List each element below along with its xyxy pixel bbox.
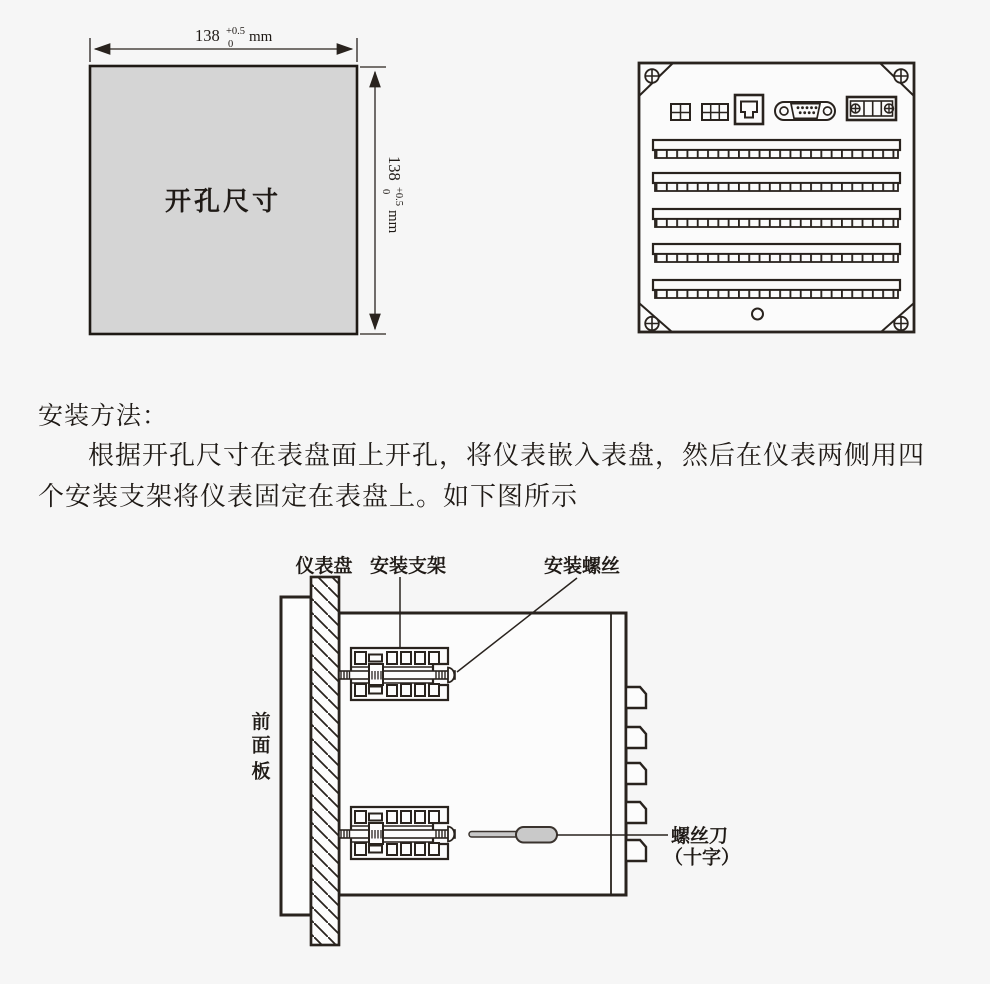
height-dim-value: 138	[385, 156, 404, 181]
svg-text:前: 前	[251, 712, 271, 733]
width-dim-tol-plus: +0.5	[226, 26, 246, 37]
terminal-strip	[653, 173, 900, 191]
height-dim-tol-minus: 0	[380, 189, 391, 195]
installation-figure	[230, 545, 970, 975]
height-dim-tol-plus: +0.5	[393, 187, 404, 207]
height-dimension-label	[380, 156, 404, 234]
instruction-line: 根据开孔尺寸在表盘面上开孔，将仪表嵌入表盘，然后在仪表两侧用四	[88, 441, 926, 470]
mounting-bracket-bottom	[339, 807, 455, 859]
instruction-line: 个安装支架将仪表固定在表盘上。如下图所示	[38, 482, 579, 511]
width-dim-value: 138	[195, 26, 220, 45]
terminal-strip	[653, 209, 900, 227]
cutout-figure	[20, 10, 420, 360]
terminal-strip	[653, 244, 900, 262]
label-front-panel	[251, 710, 270, 783]
terminal-strip	[653, 140, 900, 158]
rear-panel-figure	[635, 60, 935, 340]
mounting-bracket-top	[339, 648, 455, 700]
section-title: 安装方法：	[38, 403, 169, 430]
svg-text:板: 板	[251, 761, 271, 783]
width-dimension	[90, 38, 357, 62]
front-panel-plate	[281, 597, 311, 915]
terminal-strip	[653, 280, 900, 298]
height-dim-unit: mm	[385, 210, 401, 234]
svg-text:面: 面	[251, 735, 271, 757]
cutout-square-label: 开孔尺寸	[164, 187, 282, 216]
label-instrument-dial: 仪表盘	[295, 556, 353, 577]
mounting-hole	[752, 309, 763, 320]
label-mounting-screw: 安装螺丝	[543, 556, 621, 577]
label-screwdriver: 螺丝刀	[671, 826, 729, 847]
dial-wall-hatched	[311, 577, 339, 945]
width-dim-unit: mm	[249, 29, 273, 45]
label-screwdriver-type: （十字）	[664, 847, 741, 869]
height-dimension	[360, 67, 386, 334]
label-mounting-bracket: 安装支架	[369, 556, 447, 577]
width-dim-tol-minus: 0	[228, 39, 234, 50]
